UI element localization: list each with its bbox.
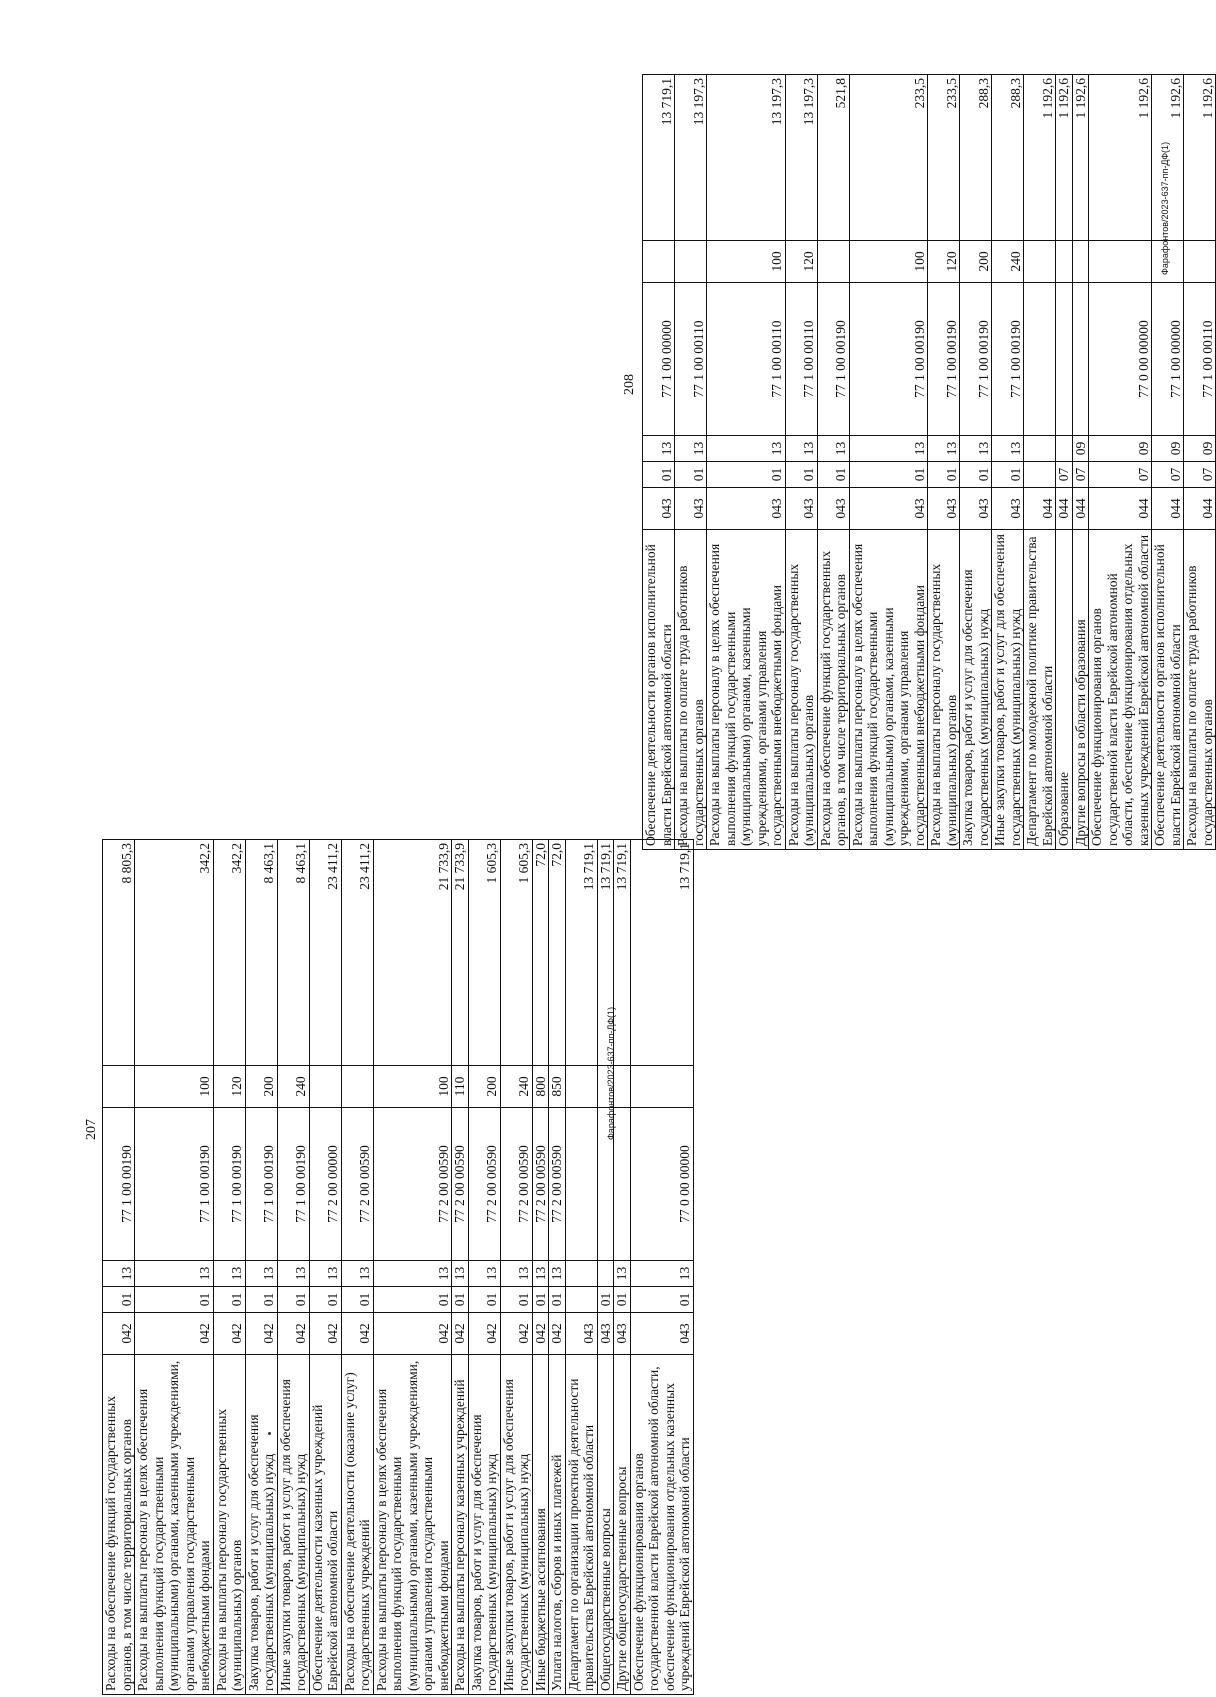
table-cell-expense-type bbox=[1089, 241, 1152, 283]
table-row bbox=[960, 75, 992, 850]
table-cell-amount: 8 805,3 bbox=[103, 840, 135, 1066]
table-cell-admin-code: 043 bbox=[928, 488, 960, 530]
table-cell-name: Расходы на выплаты персоналу государственных (муниципальных) органов bbox=[213, 1355, 245, 1695]
budget-table-right bbox=[642, 74, 1216, 850]
table-cell-admin-code: 044 bbox=[1024, 488, 1056, 530]
table-cell-section: 01 bbox=[675, 462, 707, 488]
table-cell-expense-type: 200 bbox=[960, 241, 992, 283]
table-cell-target-article: 77 1 00 00190 bbox=[960, 283, 992, 436]
table-cell-amount: 8 463,1 bbox=[245, 840, 277, 1066]
footer-left: Фарафонтов/2023-637-пп-ДФ(1) bbox=[606, 1006, 616, 1140]
table-cell-section: 01 bbox=[341, 1287, 373, 1313]
table-cell-amount: 1 192,6 bbox=[1024, 75, 1056, 241]
table-cell-subsection: 13 bbox=[500, 1261, 532, 1287]
table-cell-section: 01 bbox=[817, 462, 849, 488]
table-cell-subsection: 09 bbox=[1152, 436, 1184, 462]
table-cell-admin-code: 043 bbox=[675, 488, 707, 530]
table-cell-name: Расходы на выплаты персоналу в целях обеспечения выполнения функций государственными (муниципальными) органами, казенными учреждениями, органами управления государственными внебюджетными фондами bbox=[849, 530, 928, 850]
table-cell-name: Расходы на обеспечение функций государственных органов, в том числе территориальных органов bbox=[817, 530, 849, 850]
table-cell-section: 01 bbox=[135, 1287, 214, 1313]
table-row bbox=[849, 75, 928, 850]
table-cell-name: Иные закупки товаров, работ и услуг для обеспечения государственных (муниципальных) нужд bbox=[992, 530, 1024, 850]
table-cell-amount: 13 719,1 bbox=[643, 75, 675, 241]
table-cell-amount: 72,0 bbox=[532, 840, 549, 1066]
table-row bbox=[707, 75, 786, 850]
table-cell-name: Уплата налогов, сборов и иных платежей bbox=[549, 1355, 566, 1695]
table-cell-name: Образование bbox=[1056, 530, 1073, 850]
table-cell-name: Департамент по организации проектной деятельности правительства Еврейской автономной области bbox=[565, 1355, 597, 1695]
table-cell-name: Закупка товаров, работ и услуг для обеспечения государственных (муниципальных) нужд bbox=[960, 530, 992, 850]
table-cell-name: Департамент по молодежной политике правительства Еврейской автономной области bbox=[1024, 530, 1056, 850]
table-row bbox=[373, 840, 452, 1695]
table-cell-section: 01 bbox=[960, 462, 992, 488]
table-cell-expense-type: 100 bbox=[373, 1066, 452, 1108]
table-cell-subsection: 13 bbox=[245, 1261, 277, 1287]
table-row bbox=[309, 840, 341, 1695]
table-cell-name: Иные закупки товаров, работ и услуг для обеспечения государственных (муниципальных) нужд bbox=[500, 1355, 532, 1695]
table-cell-subsection: 13 bbox=[373, 1261, 452, 1287]
table-cell-expense-type bbox=[1056, 241, 1073, 283]
table-cell-name: Иные закупки товаров, работ и услуг для обеспечения государственных (муниципальных) нужд bbox=[277, 1355, 309, 1695]
table-cell-subsection: 13 bbox=[103, 1261, 135, 1287]
table-cell-expense-type: 120 bbox=[928, 241, 960, 283]
table-row bbox=[103, 840, 135, 1695]
table-cell-amount: 13 719,1 bbox=[565, 840, 597, 1066]
budget-table-left bbox=[102, 839, 694, 1695]
table-cell-admin-code: 042 bbox=[341, 1313, 373, 1355]
table-row bbox=[277, 840, 309, 1695]
table-cell-section: 01 bbox=[597, 1287, 614, 1313]
table-cell-admin-code: 042 bbox=[452, 1313, 469, 1355]
table-cell-section: 01 bbox=[928, 462, 960, 488]
table-cell-section: 01 bbox=[277, 1287, 309, 1313]
table-cell-name: Расходы на выплаты персоналу в целях обеспечения выполнения функций государственными (муниципальными) органами, казенными учреждениями, органами управления государственными внебюджетными фондами bbox=[707, 530, 786, 850]
table-cell-name: Расходы на выплаты персоналу в целях обеспечения выполнения функций государственными (муниципальными) органами, казенными учреждениями, органами управления государственными внебюджетными фондами bbox=[135, 1355, 214, 1695]
table-cell-subsection: 13 bbox=[135, 1261, 214, 1287]
table-cell-admin-code: 042 bbox=[532, 1313, 549, 1355]
table-cell-subsection: 13 bbox=[992, 436, 1024, 462]
table-cell-expense-type: 200 bbox=[245, 1066, 277, 1108]
table-cell-name: Общегосударственные вопросы bbox=[597, 1355, 614, 1695]
table-cell-expense-type: 120 bbox=[213, 1066, 245, 1108]
table-cell-amount: 342,2 bbox=[213, 840, 245, 1066]
table-cell-target-article: 77 2 00 00000 bbox=[309, 1108, 341, 1261]
table-cell-section: 01 bbox=[785, 462, 817, 488]
table-cell-subsection: 09 bbox=[1184, 436, 1216, 462]
table-cell-subsection bbox=[565, 1261, 597, 1287]
table-cell-admin-code: 042 bbox=[468, 1313, 500, 1355]
table-cell-section: 01 bbox=[245, 1287, 277, 1313]
table-cell-amount: 233,5 bbox=[928, 75, 960, 241]
table-cell-section: 07 bbox=[1072, 462, 1089, 488]
page-number-right: 208 bbox=[622, 374, 637, 395]
table-cell-expense-type bbox=[103, 1066, 135, 1108]
table-cell-subsection: 13 bbox=[309, 1261, 341, 1287]
table-cell-admin-code: 043 bbox=[597, 1313, 614, 1355]
table-cell-target-article: 77 2 00 00590 bbox=[532, 1108, 549, 1261]
table-cell-name: Обеспечение деятельности органов исполнительной власти Еврейской автономной области bbox=[1152, 530, 1184, 850]
table-cell-amount: 23 411,2 bbox=[341, 840, 373, 1066]
table-cell-admin-code: 042 bbox=[213, 1313, 245, 1355]
table-cell-target-article: 77 1 00 00000 bbox=[1152, 283, 1184, 436]
table-row bbox=[213, 840, 245, 1695]
table-cell-name: Обеспечение деятельности казенных учреждений Еврейской автономной области bbox=[309, 1355, 341, 1695]
table-cell-expense-type: 240 bbox=[277, 1066, 309, 1108]
table-cell-admin-code: 044 bbox=[1072, 488, 1089, 530]
table-cell-amount: 288,3 bbox=[992, 75, 1024, 241]
table-cell-section bbox=[565, 1287, 597, 1313]
table-cell-expense-type: 110 bbox=[452, 1066, 469, 1108]
table-cell-name: Расходы на выплаты по оплате труда работников государственных органов bbox=[1184, 530, 1216, 850]
table-cell-name: Обеспечение функционирования органов государственной власти Еврейской автономной области, обеспечение функционирования отдельных казенных учреждений Еврейской автономной области bbox=[630, 1355, 693, 1695]
table-cell-admin-code: 043 bbox=[817, 488, 849, 530]
table-row bbox=[532, 840, 549, 1695]
table-cell-subsection: 13 bbox=[960, 436, 992, 462]
table-row bbox=[1089, 75, 1152, 850]
table-cell-section: 01 bbox=[532, 1287, 549, 1313]
table-cell-name: Другие вопросы в области образования bbox=[1072, 530, 1089, 850]
table-cell-section: 07 bbox=[1056, 462, 1073, 488]
table-cell-subsection bbox=[1056, 436, 1073, 462]
table-cell-name: Закупка товаров, работ и услуг для обеспечения государственных (муниципальных) нужд bbox=[468, 1355, 500, 1695]
table-cell-admin-code: 044 bbox=[1152, 488, 1184, 530]
table-cell-subsection: 13 bbox=[532, 1261, 549, 1287]
table-cell-admin-code: 043 bbox=[614, 1313, 631, 1355]
table-cell-target-article: 77 2 00 00590 bbox=[549, 1108, 566, 1261]
table-row bbox=[643, 75, 675, 850]
table-cell-name: Иные бюджетные ассигнования bbox=[532, 1355, 549, 1695]
table-cell-target-article: 77 1 00 00190 bbox=[103, 1108, 135, 1261]
table-cell-name: Расходы на выплаты персоналу государственных (муниципальных) органов bbox=[928, 530, 960, 850]
table-cell-expense-type bbox=[309, 1066, 341, 1108]
table-cell-target-article bbox=[1056, 283, 1073, 436]
table-cell-section: 01 bbox=[707, 462, 786, 488]
table-cell-subsection: 13 bbox=[707, 436, 786, 462]
table-cell-section: 07 bbox=[1089, 462, 1152, 488]
table-row bbox=[245, 840, 277, 1695]
table-cell-expense-type bbox=[630, 1066, 693, 1108]
table-cell-admin-code: 042 bbox=[549, 1313, 566, 1355]
footer-right: Фарафонтов/2023-637-пп-ДФ(1) bbox=[1160, 141, 1170, 275]
table-row bbox=[500, 840, 532, 1695]
table-cell-section: 01 bbox=[500, 1287, 532, 1313]
table-cell-name: Обеспечение функционирования органов государственной власти Еврейской автономной области, обеспечение функционирования отдельных казенных учреждений Еврейской автономной области bbox=[1089, 530, 1152, 850]
table-cell-subsection: 13 bbox=[928, 436, 960, 462]
table-row bbox=[675, 75, 707, 850]
table-cell-admin-code: 043 bbox=[785, 488, 817, 530]
table-cell-amount: 13 719,1 bbox=[614, 840, 631, 1066]
table-cell-subsection: 13 bbox=[452, 1261, 469, 1287]
table-row bbox=[597, 840, 614, 1695]
table-cell-expense-type: 240 bbox=[992, 241, 1024, 283]
table-cell-admin-code: 043 bbox=[707, 488, 786, 530]
table-cell-section: 01 bbox=[549, 1287, 566, 1313]
table-row bbox=[341, 840, 373, 1695]
table-cell-subsection: 13 bbox=[675, 436, 707, 462]
table-cell-subsection: 13 bbox=[213, 1261, 245, 1287]
table-cell-section: 07 bbox=[1152, 462, 1184, 488]
table-cell-amount: 72,0 bbox=[549, 840, 566, 1066]
table-cell-target-article: 77 0 00 00000 bbox=[630, 1108, 693, 1261]
table-cell-subsection: 13 bbox=[341, 1261, 373, 1287]
table-cell-admin-code: 044 bbox=[1056, 488, 1073, 530]
table-row bbox=[785, 75, 817, 850]
table-cell-target-article: 77 1 00 00190 bbox=[135, 1108, 214, 1261]
table-cell-subsection: 13 bbox=[630, 1261, 693, 1287]
table-cell-amount: 13 197,3 bbox=[785, 75, 817, 241]
speck-mark bbox=[268, 1432, 271, 1435]
table-cell-name: Расходы на выплаты персоналу государственных (муниципальных) органов bbox=[785, 530, 817, 850]
table-cell-amount: 8 463,1 bbox=[277, 840, 309, 1066]
table-cell-admin-code: 042 bbox=[245, 1313, 277, 1355]
table-cell-admin-code: 044 bbox=[1089, 488, 1152, 530]
table-cell-target-article: 77 1 00 00110 bbox=[675, 283, 707, 436]
table-cell-target-article: 77 1 00 00110 bbox=[785, 283, 817, 436]
table-cell-name: Расходы на обеспечение функций государственных органов, в том числе территориальных органов bbox=[103, 1355, 135, 1695]
table-cell-target-article: 77 2 00 00590 bbox=[500, 1108, 532, 1261]
table-cell-amount: 13 719,1 bbox=[597, 840, 614, 1066]
table-cell-section: 01 bbox=[103, 1287, 135, 1313]
table-cell-amount: 288,3 bbox=[960, 75, 992, 241]
table-cell-target-article: 77 1 00 00190 bbox=[277, 1108, 309, 1261]
table-cell-target-article: 77 2 00 00590 bbox=[468, 1108, 500, 1261]
table-cell-section: 01 bbox=[452, 1287, 469, 1313]
table-cell-admin-code: 042 bbox=[500, 1313, 532, 1355]
table-cell-expense-type: 120 bbox=[785, 241, 817, 283]
table-row bbox=[565, 840, 597, 1695]
table-cell-name: Расходы на выплаты по оплате труда работников государственных органов bbox=[675, 530, 707, 850]
table-cell-amount: 13 197,3 bbox=[675, 75, 707, 241]
table-cell-section bbox=[1024, 462, 1056, 488]
table-cell-amount: 21 733,9 bbox=[452, 840, 469, 1066]
table-cell-expense-type bbox=[1184, 241, 1216, 283]
table-cell-amount: 1 192,6 bbox=[1184, 75, 1216, 241]
table-cell-expense-type bbox=[817, 241, 849, 283]
table-row bbox=[452, 840, 469, 1695]
table-cell-amount: 1 192,6 bbox=[1056, 75, 1073, 241]
table-cell-target-article: 77 1 00 00110 bbox=[707, 283, 786, 436]
table-cell-amount: 1 192,6 bbox=[1152, 75, 1184, 241]
table-cell-section: 01 bbox=[992, 462, 1024, 488]
table-cell-subsection: 13 bbox=[614, 1261, 631, 1287]
table-cell-section: 01 bbox=[373, 1287, 452, 1313]
table-row bbox=[1056, 75, 1073, 850]
table-cell-admin-code: 043 bbox=[630, 1313, 693, 1355]
table-cell-admin-code: 043 bbox=[960, 488, 992, 530]
table-cell-subsection: 13 bbox=[785, 436, 817, 462]
table-cell-subsection bbox=[597, 1261, 614, 1287]
table-cell-target-article: 77 0 00 00000 bbox=[1089, 283, 1152, 436]
table-cell-section: 01 bbox=[643, 462, 675, 488]
table-cell-target-article: 77 1 00 00190 bbox=[849, 283, 928, 436]
table-cell-name: Расходы на выплаты персоналу казенных учреждений bbox=[452, 1355, 469, 1695]
table-cell-expense-type: 800 bbox=[532, 1066, 549, 1108]
table-cell-expense-type bbox=[1072, 241, 1089, 283]
table-cell-target-article: 77 1 00 00190 bbox=[245, 1108, 277, 1261]
table-cell-expense-type bbox=[643, 241, 675, 283]
table-cell-expense-type: 850 bbox=[549, 1066, 566, 1108]
table-cell-target-article: 77 1 00 00110 bbox=[1184, 283, 1216, 436]
table-cell-expense-type bbox=[675, 241, 707, 283]
table-cell-admin-code: 042 bbox=[135, 1313, 214, 1355]
table-cell-amount: 1 192,6 bbox=[1089, 75, 1152, 241]
table-cell-target-article: 77 1 00 00190 bbox=[817, 283, 849, 436]
table-cell-admin-code: 043 bbox=[565, 1313, 597, 1355]
table-row bbox=[992, 75, 1024, 850]
table-row bbox=[468, 840, 500, 1695]
table-cell-expense-type: 100 bbox=[135, 1066, 214, 1108]
table-cell-amount: 342,2 bbox=[135, 840, 214, 1066]
table-cell-amount: 21 733,9 bbox=[373, 840, 452, 1066]
table-cell-subsection: 09 bbox=[1072, 436, 1089, 462]
table-row bbox=[928, 75, 960, 850]
table-cell-target-article: 77 1 00 00190 bbox=[928, 283, 960, 436]
table-cell-amount: 233,5 bbox=[849, 75, 928, 241]
table-cell-name: Обеспечение деятельности органов исполнительной власти Еврейской автономной области bbox=[643, 530, 675, 850]
table-cell-section: 01 bbox=[614, 1287, 631, 1313]
table-cell-target-article: 77 2 00 00590 bbox=[341, 1108, 373, 1261]
table-row bbox=[135, 840, 214, 1695]
table-cell-target-article bbox=[1024, 283, 1056, 436]
budget-table-right-wrapper bbox=[642, 75, 1216, 850]
table-row bbox=[1072, 75, 1089, 850]
table-cell-admin-code: 042 bbox=[277, 1313, 309, 1355]
budget-table-left-wrapper bbox=[102, 840, 694, 1695]
table-cell-amount: 13 719,1 bbox=[630, 840, 693, 1066]
table-row bbox=[614, 840, 631, 1695]
table-cell-target-article: 77 1 00 00190 bbox=[213, 1108, 245, 1261]
table-cell-amount: 521,8 bbox=[817, 75, 849, 241]
table-cell-amount: 1 192,6 bbox=[1072, 75, 1089, 241]
table-cell-name: Другие общегосударственные вопросы bbox=[614, 1355, 631, 1695]
table-cell-admin-code: 043 bbox=[849, 488, 928, 530]
table-cell-section: 01 bbox=[468, 1287, 500, 1313]
table-cell-expense-type: 100 bbox=[707, 241, 786, 283]
table-cell-admin-code: 043 bbox=[643, 488, 675, 530]
table-cell-expense-type bbox=[341, 1066, 373, 1108]
table-cell-name: Расходы на выплаты персоналу в целях обеспечения выполнения функций государственными (муниципальными) органами, казенными учреждениями, органами управления государственными внебюджетными фондами bbox=[373, 1355, 452, 1695]
table-cell-subsection: 13 bbox=[817, 436, 849, 462]
table-cell-section: 01 bbox=[309, 1287, 341, 1313]
table-cell-subsection: 13 bbox=[549, 1261, 566, 1287]
table-cell-amount: 1 605,3 bbox=[468, 840, 500, 1066]
table-cell-name: Расходы на обеспечение деятельности (оказание услуг) государственных учреждений bbox=[341, 1355, 373, 1695]
table-cell-section: 01 bbox=[213, 1287, 245, 1313]
table-cell-admin-code: 042 bbox=[103, 1313, 135, 1355]
table-cell-target-article bbox=[1072, 283, 1089, 436]
table-cell-expense-type bbox=[565, 1066, 597, 1108]
table-row bbox=[630, 840, 693, 1695]
table-cell-subsection: 09 bbox=[1089, 436, 1152, 462]
table-cell-admin-code: 043 bbox=[992, 488, 1024, 530]
table-row bbox=[817, 75, 849, 850]
table-cell-subsection: 13 bbox=[277, 1261, 309, 1287]
table-cell-target-article: 77 2 00 00590 bbox=[373, 1108, 452, 1261]
table-row bbox=[1184, 75, 1216, 850]
table-cell-amount: 23 411,2 bbox=[309, 840, 341, 1066]
table-cell-subsection: 13 bbox=[643, 436, 675, 462]
table-cell-admin-code: 042 bbox=[309, 1313, 341, 1355]
table-cell-admin-code: 044 bbox=[1184, 488, 1216, 530]
table-cell-amount: 13 197,3 bbox=[707, 75, 786, 241]
table-cell-section: 01 bbox=[849, 462, 928, 488]
table-row bbox=[1024, 75, 1056, 850]
table-cell-expense-type bbox=[1024, 241, 1056, 283]
table-cell-section: 01 bbox=[630, 1287, 693, 1313]
table-cell-subsection bbox=[1024, 436, 1056, 462]
table-cell-subsection: 13 bbox=[849, 436, 928, 462]
table-row bbox=[549, 840, 566, 1695]
table-cell-name: Закупка товаров, работ и услуг для обеспечения государственных (муниципальных) нужд bbox=[245, 1355, 277, 1695]
table-cell-subsection: 13 bbox=[468, 1261, 500, 1287]
table-cell-expense-type: 100 bbox=[849, 241, 928, 283]
table-cell-target-article: 77 2 00 00590 bbox=[452, 1108, 469, 1261]
table-cell-target-article: 77 1 00 00000 bbox=[643, 283, 675, 436]
table-cell-target-article bbox=[565, 1108, 597, 1261]
table-cell-amount: 1 605,3 bbox=[500, 840, 532, 1066]
table-cell-admin-code: 042 bbox=[373, 1313, 452, 1355]
table-cell-expense-type: 240 bbox=[500, 1066, 532, 1108]
table-cell-target-article: 77 1 00 00190 bbox=[992, 283, 1024, 436]
page-number-left: 207 bbox=[84, 1119, 99, 1140]
table-cell-expense-type: 200 bbox=[468, 1066, 500, 1108]
table-cell-section: 07 bbox=[1184, 462, 1216, 488]
